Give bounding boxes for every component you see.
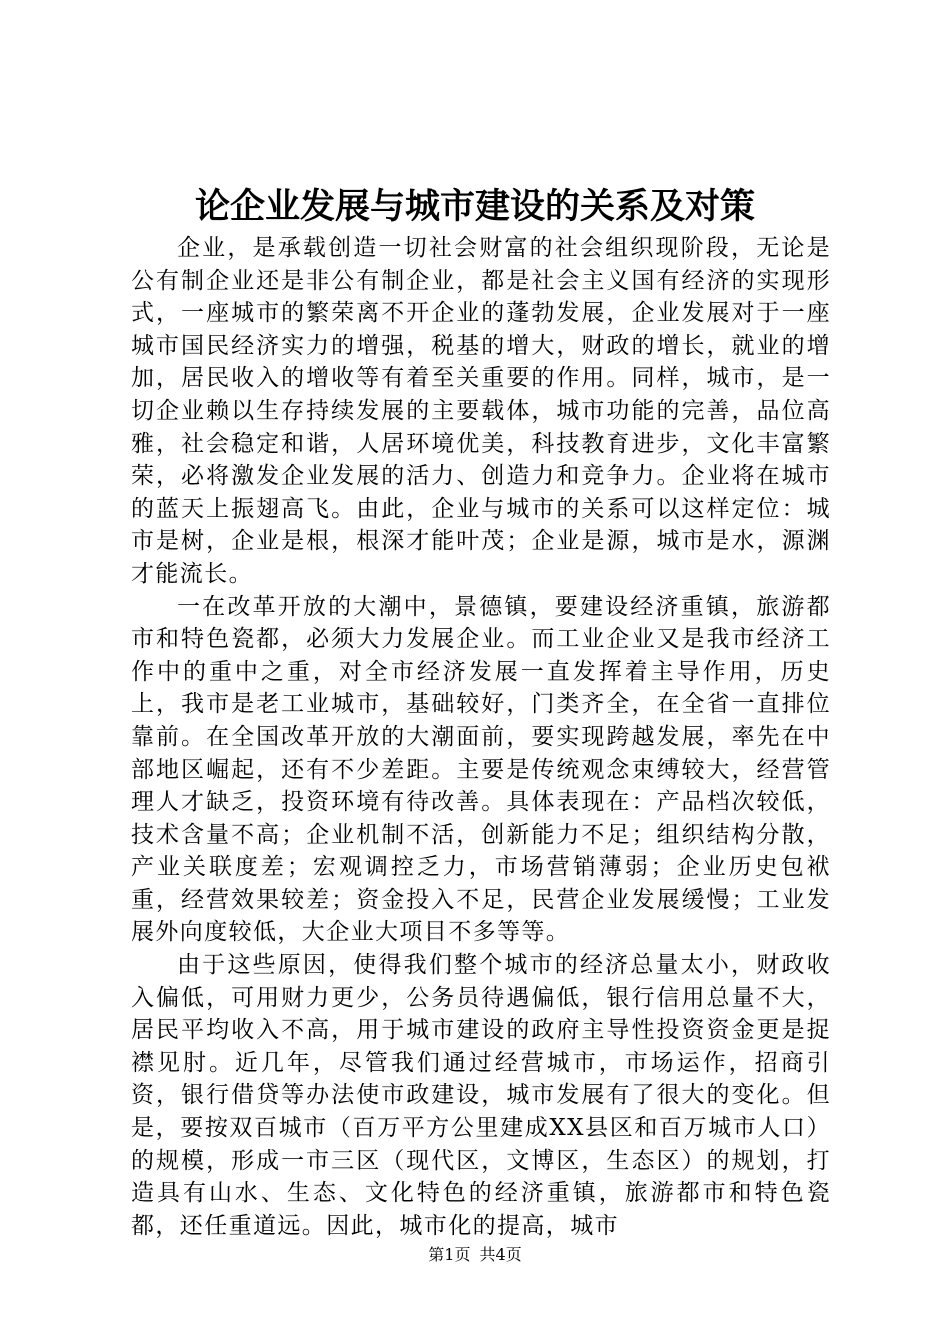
page-footer bbox=[0, 1244, 950, 1266]
paragraph-1: 企业，是承载创造一切社会财富的社会组织现阶段，无论是公有制企业还是非公有制企业，都是社会主义国有经济的实现形式，一座城市的繁荣离不开企业的蓬勃发展，企业发展对于一座城市国民经济实力的增强，税基的增大，财政的增长，就业的增加，居民收入的增收等有着至关重要的作用。同样，城市，是一切企业赖以生存持续发展的主要载体，城市功能的完善，品位高雅，社会稳定和谐，人居环境优美，科技教育进步，文化丰富繁荣，必将激发企业发展的活力、创造力和竞争力。企业将在城市的蓝天上振翅高飞。由此，企业与城市的关系可以这样定位：城市是树，企业是根，根深才能叶茂；企业是源，城市是水，源渊才能流长。 bbox=[131, 235, 831, 587]
total-pages: 共4页 bbox=[479, 1245, 522, 1264]
paragraph-3: 由于这些原因，使得我们整个城市的经济总量太小，财政收入偏低，可用财力更少，公务员待遇偏低，银行信用总量不大，居民平均收入不高，用于城市建设的政府主导性投资资金更是捉襟见肘。近几年，尽管我们通过经营城市，市场运作，招商引资，银行借贷等办法使市政建设，城市发展有了很大的变化。但是，要按双百城市（百万平方公里建成XX县区和百万城市人口）的规模，形成一市三区（现代区，文博区，生态区）的规划，打造具有山水、生态、文化特色的经济重镇，旅游都市和特色瓷都，还任重道远。因此，城市化的提高，城市 bbox=[131, 952, 831, 1239]
document-title: 论企业发展与城市建设的关系及对策 bbox=[194, 186, 755, 227]
page-number: 第1页 bbox=[428, 1245, 471, 1264]
paragraph-2: 一在改革开放的大潮中，景德镇，要建设经济重镇，旅游都市和特色瓷都，必须大力发展企业。而工业企业又是我市经济工作中的重中之重，对全市经济发展一直发挥着主导作用，历史上，我市是老工业城市，基础较好，门类齐全，在全省一直排位靠前。在全国改革开放的大潮面前，要实现跨越发展，率先在中部地区崛起，还有不少差距。主要是传统观念束缚较大，经营管理人才缺乏，投资环境有待改善。具体表现在：产品档次较低，技术含量不高；企业机制不活，创新能力不足；组织结构分散，产业关联度差；宏观调控乏力，市场营销薄弱；企业历史包袱重，经营效果较差；资金投入不足，民营企业发展缓慢；工业发展外向度较低，大企业大项目不多等等。 bbox=[131, 593, 831, 946]
document-body bbox=[131, 232, 831, 1242]
